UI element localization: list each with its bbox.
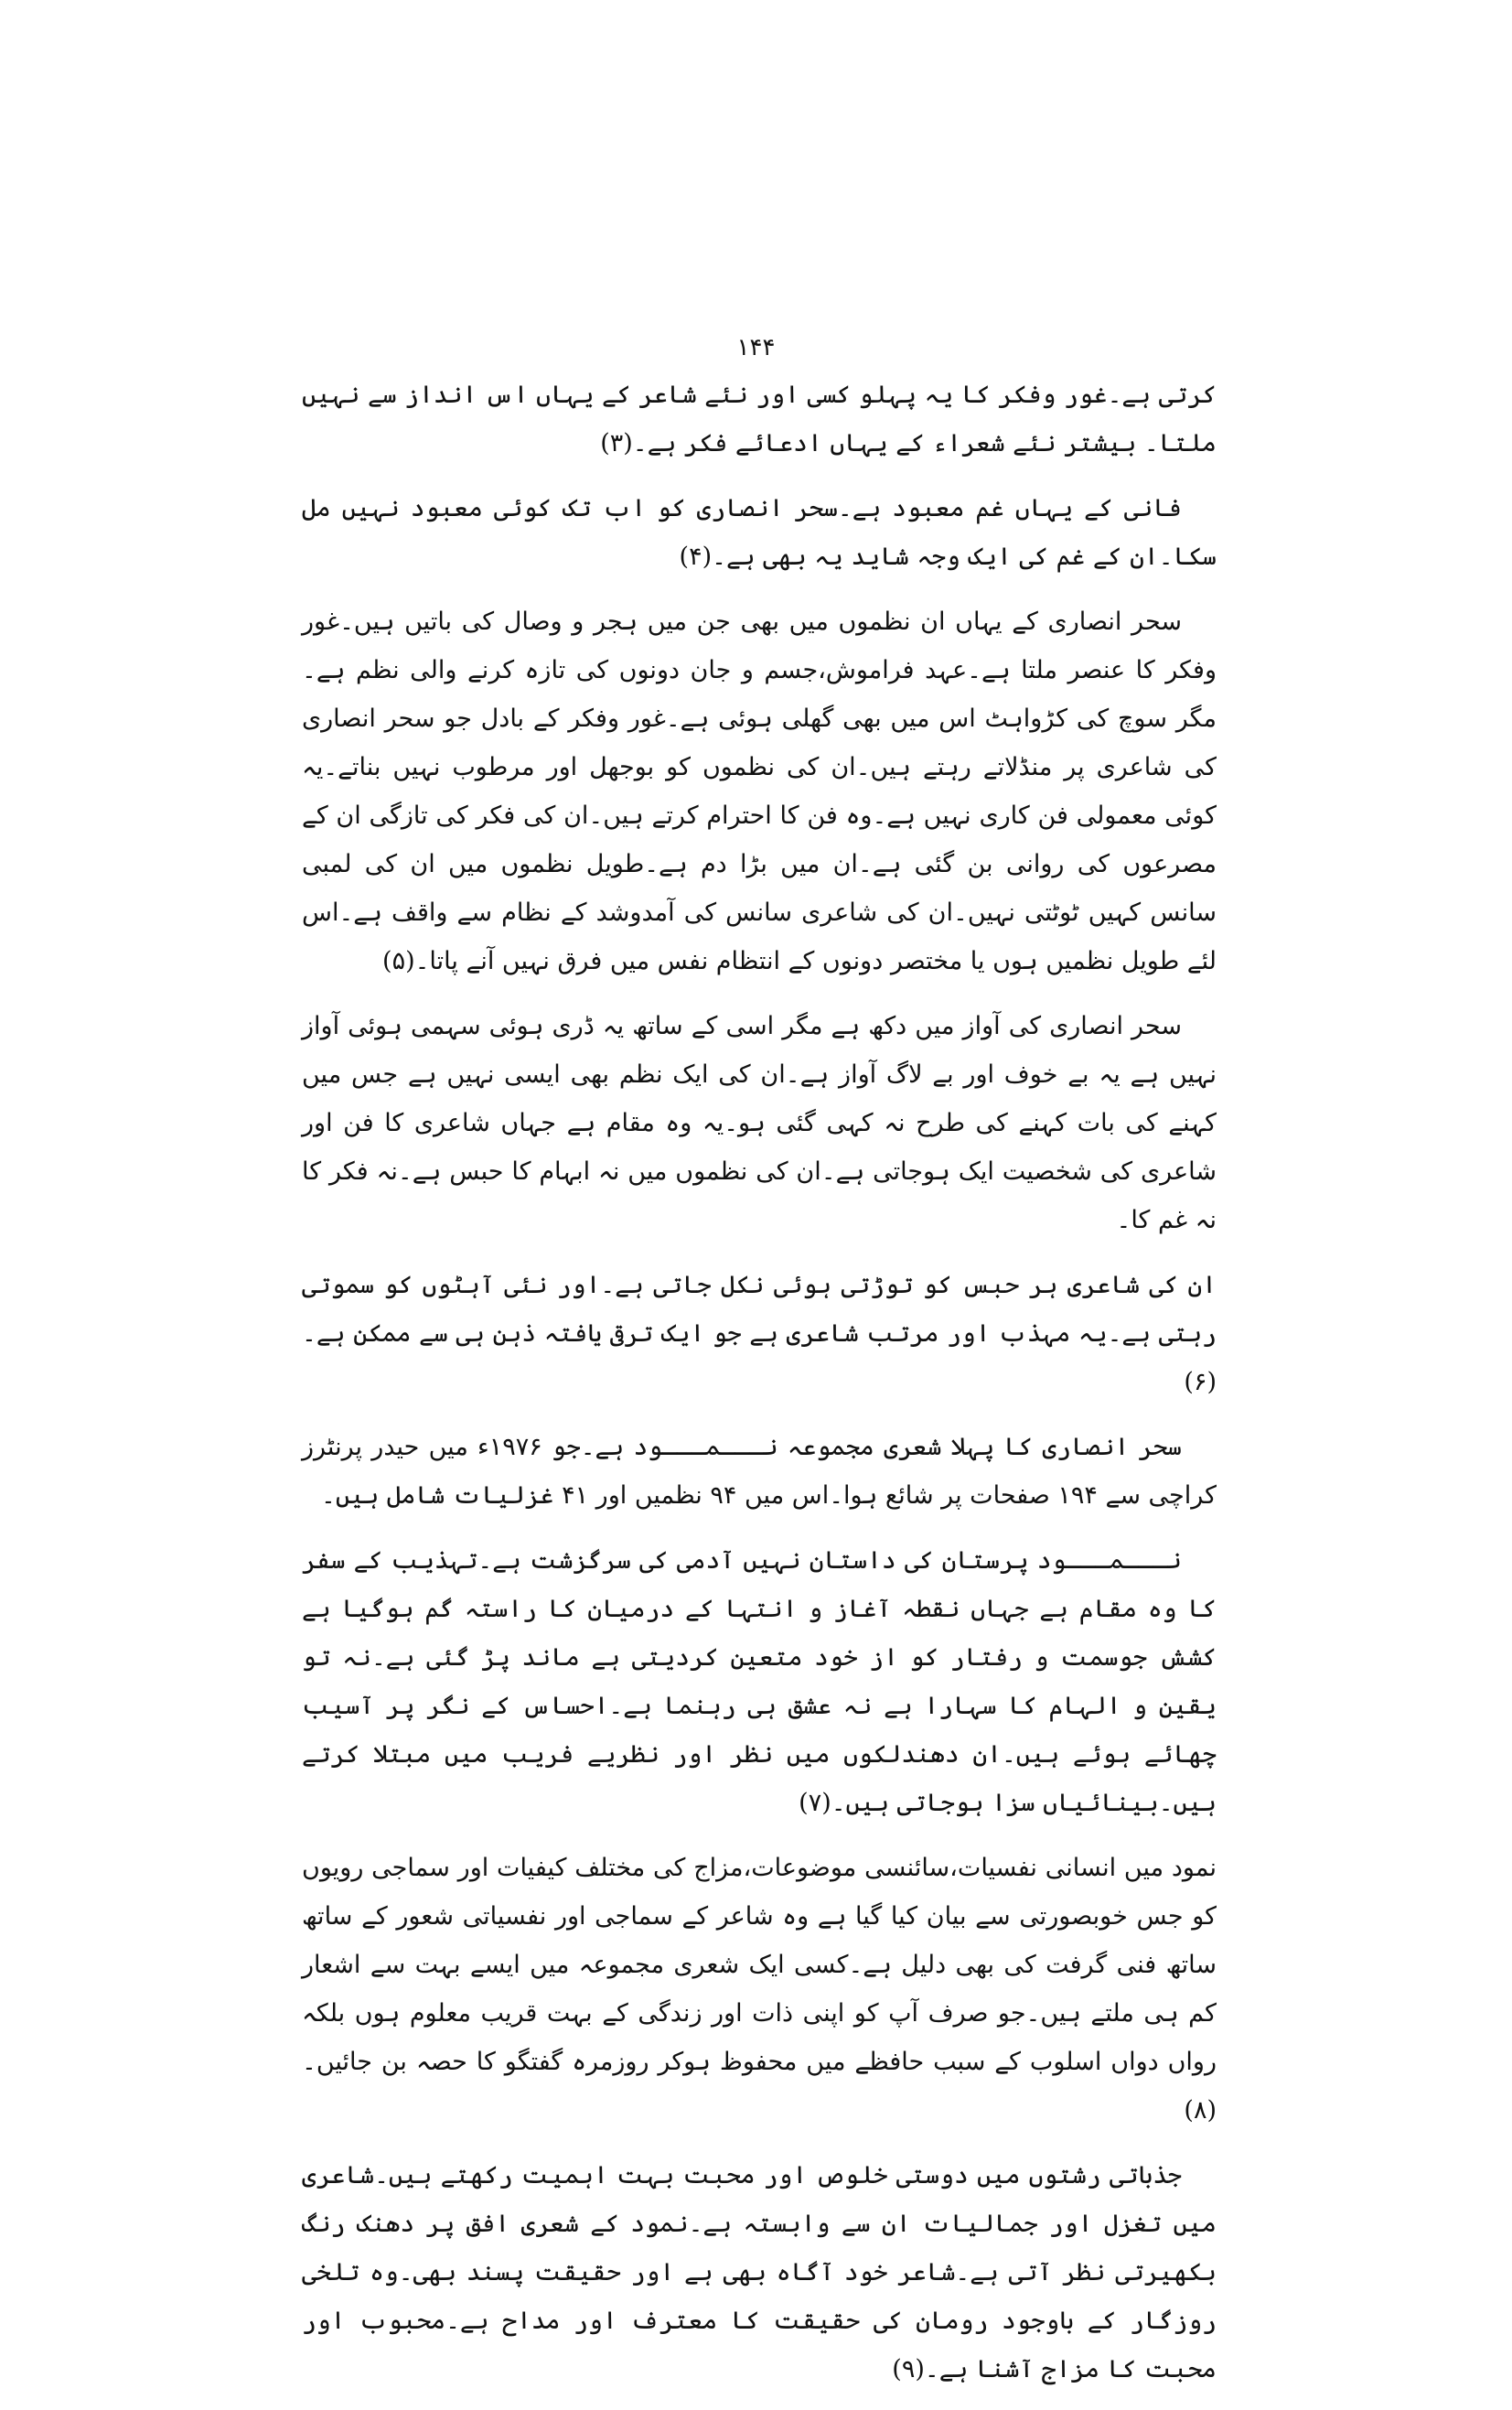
paragraph: نمود میں انسانی نفسیات،سائنسی موضوعات،مزاج کی مختلف کیفیات اور سماجی رویوں کو جس خوبصورتی سے بیان کیا گیا ہے وہ شاعر کے سماجی اور نفسیاتی شعور کے ساتھ ساتھ فنی گرفت کی بھی دلیل ہے۔کسی ایک شعری مجموعہ میں ایسے بہت سے اشعار کم ہی ملتے ہیں۔جو صرف آپ کو اپنی ذات اور زندگی کے بہت قریب معلوم ہوں بلکہ رواں دواں اسلوب کے سبب حافظے میں محفوظ ہوکر روزمرہ گفتگو کا حصہ بن جائیں۔(۸) (302, 1854, 1217, 2125)
body-text (302, 371, 1217, 2410)
paragraph: سحر انصاری کے یہاں ان نظموں میں بھی جن میں ہجر و وصال کی باتیں ہیں۔غور وفکر کا عنصر ملتا ہے۔عہد فراموش،جسم و جان دونوں کی تازہ کرنے والی نظم ہے۔مگر سوچ کی کڑواہٹ اس میں بھی گھلی ہوئی ہے۔غور وفکر کے بادل جو سحر انصاری کی شاعری پر منڈلاتے رہتے ہیں۔ان کی نظموں کو بوجھل اور مرطوب نہیں بناتے۔یہ کوئی معمولی فن کاری نہیں ہے۔وہ فن کا احترام کرتے ہیں۔ان کی فکر کی تازگی ان کے مصرعوں کی روانی بن گئی ہے۔ان میں بڑا دم ہے۔طویل نظموں میں ان کی لمبی سانس کہیں ٹوٹتی نہیں۔ان کی شاعری سانس کی آمدوشد کے نظام سے واقف ہے۔اس لئے طویل نظمیں ہوں یا مختصر دونوں کے انتظام نفس میں فرق نہیں آنے پاتا۔(۵) (302, 608, 1217, 975)
paragraph: سحر انصاری کی آواز میں دکھ ہے مگر اسی کے ساتھ یہ ڈری ہوئی سہمی ہوئی آواز نہیں ہے یہ بے خوف اور بے لاگ آواز ہے۔ان کی ایک نظم بھی ایسی نہیں ہے جس میں کہنے کی بات کہنے کی طرح نہ کہی گئی ہو۔یہ وہ مقام ہے جہاں شاعری کا فن اور شاعری کی شخصیت ایک ہوجاتی ہے۔ان کی نظموں میں نہ ابہام کا حبس ہے۔نہ فکر کا نہ غم کا۔ (302, 1012, 1217, 1234)
paragraph: نـــمـــود پرستان کی داستان نہیں آدمی کی سرگزشت ہے۔تہذیب کے سفر کا وہ مقام ہے جہاں نقطہ آغاز و انتہا کے درمیان کا راستہ گم ہوگیا ہے کشش جوسمت و رفتار کو از خود متعین کردیتی ہے ماند پڑ گئی ہے۔نہ تو یقین و الہام کا سہارا ہے نہ عشق ہی رہنما ہے۔احساس کے نگر پر آسیب چھائے ہوئے ہیں۔ان دھندلکوں میں نظر اور نظریے فریب میں مبتلا کرتے ہیں۔بینائیاں سزا ہوجاتی ہیں۔(۷) (302, 1546, 1217, 1817)
paragraph-continuation: کرتی ہے۔غور وفکر کا یہ پہلو کسی اور نئے شاعر کے یہاں اس انداز سے نہیں ملتا۔ بیشتر نئے شعراء کے یہاں ادعائے فکر ہے۔(۳) (302, 381, 1217, 457)
paragraph: فانی کے یہاں غم معبود ہے۔سحر انصاری کو اب تک کوئی معبود نہیں مل سکا۔ان کے غم کی ایک وجہ شاید یہ بھی ہے۔(۴) (302, 494, 1217, 571)
paragraph: سحر انصاری کا پہلا شعری مجموعہ نـــمـــود ہے۔جو ۱۹۷۶ء میں حیدر پرنٹرز کراچی سے ۱۹۴ صفحات پر شائع ہوا۔اس میں ۹۴ نظمیں اور ۴۱ غزلیات شامل ہیں۔ (302, 1433, 1217, 1510)
paragraph: ان کی شاعری ہر حبس کو توڑتی ہوئی نکل جاتی ہے۔اور نئی آہٹوں کو سموتی رہتی ہے۔یہ مہذب اور مرتب شاعری ہے جو ایک ترقی یافتہ ذہن ہی سے ممکن ہے۔(۶) (302, 1271, 1217, 1396)
paragraph: جذباتی رشتوں میں دوستی خلوص اور محبت بہت اہمیت رکھتے ہیں۔شاعری میں تغزل اور جمالیات ان سے وابستہ ہے۔نمود کے شعری افق پر دھنک رنگ بکھیرتی نظر آتی ہے۔شاعر خود آگاہ بھی ہے اور حقیقت پسند بھی۔وہ تلخی روزگار کے باوجود رومان کی حقیقت کا معترف اور مداح ہے۔محبوب اور محبت کا مزاج آشنا ہے۔(۹) (302, 2161, 1217, 2383)
page-number: ۱۴۴ (736, 334, 776, 361)
